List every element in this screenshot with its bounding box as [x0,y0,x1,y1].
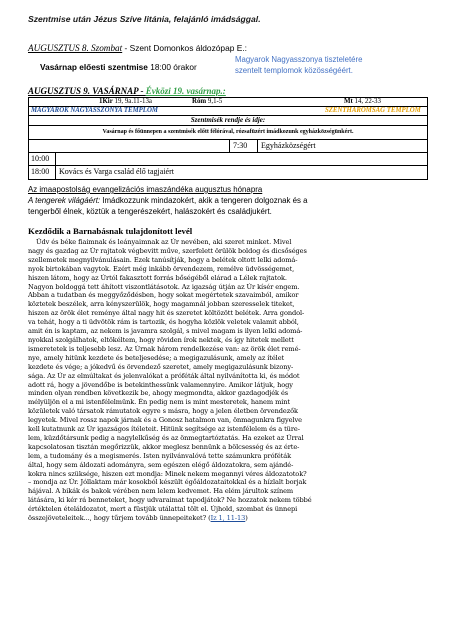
letter-title: Kezdődik a Barnabásnak tulajdonított levél [28,226,193,236]
letter-line: nagy és gazdag az Úr rajtatok végbevitt műve, szerfelett örülök boldog és dicsőséges [28,246,307,255]
prayer-line1: Az imaapostolság evangelizációs imaszándéka augusztus hónapra [28,185,263,194]
aug8-note-line1: Magyarok Nagyasszonya tiszteletére [235,55,363,64]
letter-line: kokra nincs szüksége, hiszen ezt mondja: Minek nekem megannyi véres áldozatotok? [28,469,307,478]
reading-gospel: Mt 14, 22-33 [344,98,381,105]
reading-second: Róm 9,1-5 [192,98,223,105]
letter-line: Nagyon boldoggá tett áhított viszontlátásotok. Az igazság útján az Úr kísér engem. [28,282,300,291]
schedule-row-1 [29,140,427,153]
letter-line: kapcsolatosan tisztán megőrizzük, akkor meglesz bennünk a bölcsesség és az érte- [28,442,300,451]
aug8-saint: - Szent Domonkos áldozópap E.: [122,43,247,53]
church-right: SZENTHÁROMSÁG TEMPLOM [325,107,421,114]
page-title: Szentmise után Jézus Szíve litánia, felajánló imádsággal. [28,14,261,24]
letter-line: hiszen látom, hogy az Úrtól fakasztott forrás bőségéből elárad a Lélek rajtatok. [28,273,287,282]
row1-intention-right: Egyházközségért [261,141,316,150]
order-title-row [29,116,427,126]
rosary-note-row [29,126,427,140]
letter-line: adott rá, hogy a jövendőbe is betekinthessünk valamennyire. Amikor látjuk, hogy [28,380,293,389]
aug8-intention-note [235,55,362,76]
letter-line: kezdete és vége; a jókedvű és örvendező szeretet, amely megigazulásunk bizony- [28,362,294,371]
letter-line: hiszen az örök élet reménye által nagy hit és szeretet költözött belétek. Arra gondol- [28,309,305,318]
row1-time-right: 7:30 [233,141,248,150]
schedule-row-2 [29,153,427,166]
letter-line: mélyüljön el a mi istenfélelmünk. Én pedig nem is mint mesteretek, hanem mint [28,398,291,407]
letter-line: hájával. A bikák és bakok vérében nem lelem kedvemet. Ha elém járultok színem [28,487,294,496]
prayer-line3: tengerből élnek, köztük a tengerészekért, halászokért és családjukért. [28,207,272,216]
letter-line: szellemetek megnyilvánulásain. Ezek tanúsítják, hogy a belétek oltott lelki adomá- [28,255,298,264]
letter-line: ismeretetek is teljesebb lesz. Az Úrnak három rendelkezése van: az örök élet remé- [28,344,301,353]
letter-line: közületek való társatok rámutatok egyre s másra, hogy a jelen életben örvendezők [28,407,298,416]
letter-line: kell kutatnunk az Úr igazságos ítéleteit. Hitünk segítsége az istenfélelem és a türe- [28,425,300,434]
letter-line: nye, amely hitünk kezdete és beteljesedése; a megigazulásunk, amely az ítélet [28,353,285,362]
aug8-mass-label: Vasárnap előesti szentmise [40,62,148,72]
church-names-row [29,107,427,116]
row3-time: 18:00 [31,167,50,176]
aug9-date: AUGUSZTUS 9. VASÁRNAP - [28,86,146,96]
letter-line: nyokkal szolgálhatok, eltökéltem, hogy röviden írok nektek, és így hitetek mellett [28,335,294,344]
letter-line-text: összejöveteleitek..., hogy tűrjem tovább ünnepeiteket? [28,514,207,523]
prayer-label: A tengerek világáért: [28,196,101,205]
scripture-reference-link[interactable]: Iz 1, 11-13 [210,514,246,523]
schedule-table [28,97,428,180]
letter-line: lem, küzdőtársunk pedig a nagylelkűség és az önmegtartóztatás. Ha ezeket az Úrral [28,433,304,442]
aug8-date: AUGUSZTUS 8. Szombat [28,43,123,53]
prayer-line2 [28,195,308,206]
letter-line: amit én is kaptam, az nekem is javamra szolgál, s mivel magam is ilyen lelki adomá- [28,327,303,336]
reading-first: 1Kir 19, 9a.11-13a [99,98,152,105]
rosary-note: Vasárnap és főünnepen a szentmisék előtt félórával, rózsafüzért imádkozunk egyházközségünkért. [102,129,354,135]
letter-line: által, hogy sem áldozati adományra, sem egészen elégő áldozatokra, sem ajándé- [28,460,294,469]
row3-intention: Kovács és Varga család élő tagjaiért [59,167,174,176]
aug8-mass-hour: 18:00 órakor [147,62,197,72]
prayer-text: Imádkozzunk mindazokért, akik a tengeren dolgoznak és a [100,196,308,205]
row2-time: 10:00 [31,154,50,163]
letter-line: sága. Az Úr az elmúltakat és jelenvalókat a próféták által nyilvánította ki, és módot [28,371,300,380]
letter-line: va tehát, hogy a ti üdvötök rám is tartozik, és hogyha közlök veletek valamit abból, [28,318,299,327]
letter-line: Üdv és béke fiaimnak és leányaimnak az Úr nevében, aki szeret minket. Mivel [36,238,292,246]
schedule-row-3 [29,166,427,179]
aug9-heading [28,86,226,96]
letter-body [28,238,428,523]
aug9-sunday: Évközi 19. vasárnap.: [145,86,226,96]
readings-row [29,98,427,107]
letter-line: értéktelen ételáldozatot, mert a füstjük utálattal tölt el. Újhold, szombat és ünnepi [28,505,298,514]
letter-line: – mondja az Úr. Jóllaktam már kosokból készült égőáldozataitokkal és a hízlalt borjak [28,478,307,487]
letter-line: Abban a tudatban és meggyőződésben, hogy sokat megértetek szavaimból, amikor [28,291,299,300]
letter-line: köztetek beszélek, arra kényszerülök, hogy magamnál jobban szeresselek titeket, [28,300,295,309]
letter-line: látására, ki kér rá benneteket, hogy udvaraimat tapodjátok? Ne hozzatok nekem többé [28,496,312,505]
church-left: MAGYAROK NAGYASSZONYA TEMPLOM [31,107,158,114]
order-title: Szentmisék rendje és idje: [190,116,266,124]
aug8-heading [28,43,247,53]
letter-line: összejöveteleitek..., hogy tűrjem tovább ünnepeiteket? (Iz 1, 11-13) [28,514,248,523]
letter-line: nyok birtokában vagytok. Ezért még inkább örvendezem, remélve üdvösségemet, [28,264,295,273]
letter-line: lem, a tudomány és a megismerés. Isten nyilvánvalóvá tette számunkra próféták [28,451,292,460]
prayer-intention [28,184,308,217]
aug8-note-line2: szentelt templomok közösségéért. [235,65,353,75]
letter-line: minden olyan rendben következik be, ahogy megmondta, akkor gazdagodjék és [28,389,289,398]
letter-line: legyetek. Mivel rossz napok járnak és a Gonosz hatalmon van, önmagunkra figyelve [28,416,302,425]
aug8-mass-time [40,62,197,72]
